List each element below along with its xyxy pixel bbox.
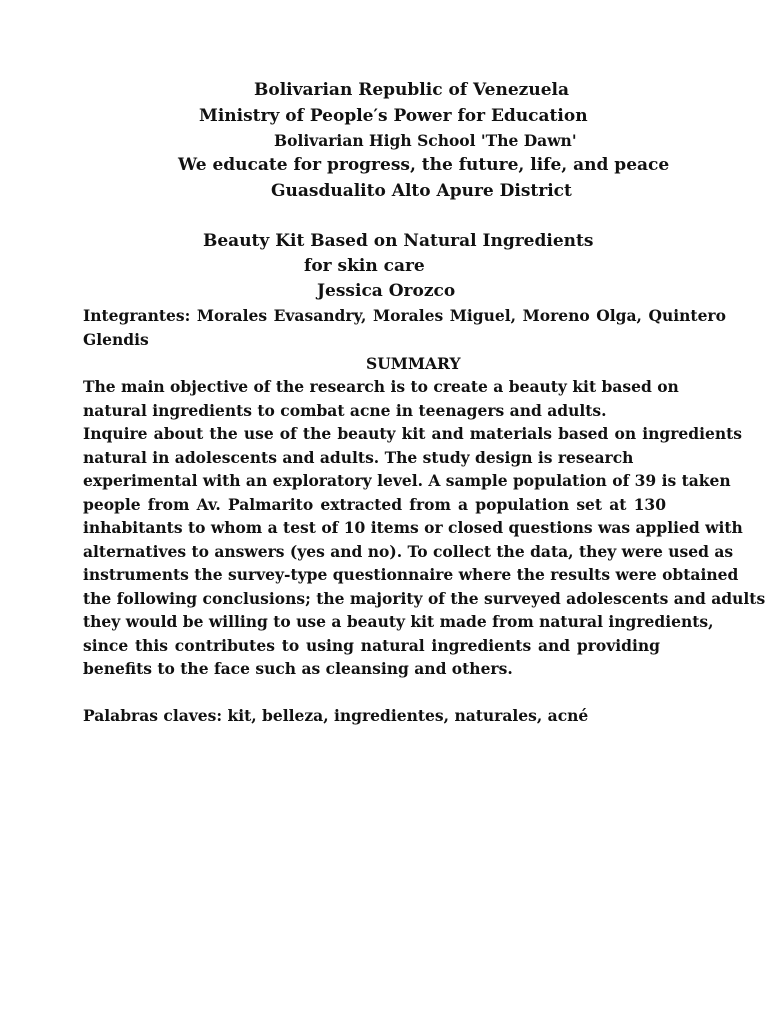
header-country: Bolivarian Republic of Venezuela — [254, 80, 569, 100]
summary-line: natural in adolescents and adults. The study design is research — [83, 448, 634, 467]
members-word: Evasandry, — [273, 306, 367, 325]
author-name: Jessica Orozco — [317, 281, 456, 301]
header-ministry: Ministry of People′s Power for Education — [199, 106, 588, 126]
summary-line: experimental with an exploratory level. A sample population of 39 is taken — [83, 471, 731, 490]
summary-line: Inquire about the use of the beauty kit and materials based on ingredients — [83, 424, 742, 443]
summary-line: The main objective of the research is to create a beauty kit based on — [83, 377, 679, 396]
title-line-2: for skin care — [304, 256, 425, 276]
members-word: Miguel, — [449, 306, 517, 325]
title-line-1: Beauty Kit Based on Natural Ingredients — [203, 231, 594, 251]
summary-line: they would be willing to use a beauty kit made from natural ingredients, — [83, 612, 714, 631]
members-word: Morales — [372, 306, 444, 325]
summary-line: since this contributes to using natural ingredients and providing — [83, 636, 660, 655]
summary-line: inhabitants to whom a test of 10 items or closed questions was applied with — [83, 518, 743, 537]
members-word: Morales — [196, 306, 268, 325]
members-word: Integrantes: — [83, 306, 191, 325]
summary-line: instruments the survey-type questionnaire where the results were obtained — [83, 565, 739, 584]
members-word: Olga, — [596, 306, 642, 325]
summary-line: benefits to the face such as cleansing and others. — [83, 659, 513, 678]
summary-line: natural ingredients to combat acne in teenagers and adults. — [83, 401, 607, 420]
members-line-2: Glendis — [83, 330, 149, 349]
summary-line: the following conclusions; the majority of the surveyed adolescents and adults — [83, 589, 766, 608]
header-district: Guasdualito Alto Apure District — [271, 181, 572, 201]
keywords: Palabras claves: kit, belleza, ingredientes, naturales, acné — [83, 706, 589, 725]
header-motto: We educate for progress, the future, life, and peace — [178, 155, 670, 175]
summary-line: people from Av. Palmarito extracted from a population set at 130 — [83, 495, 666, 514]
header-school: Bolivarian High School 'The Dawn' — [274, 131, 577, 150]
summary-line: alternatives to answers (yes and no). To collect the data, they were used as — [83, 542, 734, 561]
members-line-1 — [83, 308, 726, 324]
members-word: Moreno — [522, 306, 590, 325]
summary-heading: SUMMARY — [366, 354, 461, 373]
members-word: Quintero — [648, 306, 726, 325]
